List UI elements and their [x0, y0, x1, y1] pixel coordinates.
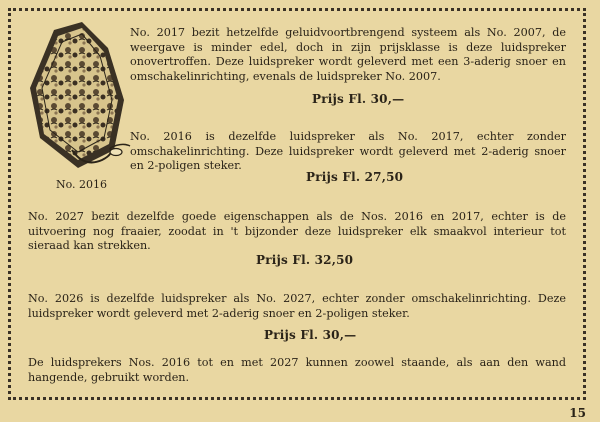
closing-paragraph: De luidsprekers Nos. 2016 tot en met 2027 kunnen zoowel staande, als aan den wand hangende, gebruikt worden.: [28, 356, 566, 384]
paragraph-no-2016: No. 2016 is dezelfde luidspreker als No. 2017, echter zonder omschakelinrichting. Deze luidspreker wordt geleverd met 2-aderig snoer en 2-poligen steker.: [130, 130, 566, 173]
paragraph-no-2027: No. 2027 bezit dezelfde goede eigenschappen als de Nos. 2016 en 2017, echter is de uitvoering nog fraaier, zoodat in 't bijzonder deze luidspreker elk smaakvol interieur tot sieraad kan strekken.: [28, 210, 566, 253]
image-caption: No. 2016: [56, 178, 108, 191]
price-no-2016: Prijs Fl. 27,50: [306, 170, 404, 184]
loudspeaker-illustration: [22, 18, 132, 168]
price-no-2027: Prijs Fl. 32,50: [256, 253, 354, 267]
page-number: 15: [569, 406, 586, 420]
paragraph-no-2017: No. 2017 bezit hetzelfde geluidvoortbrengend systeem als No. 2007, de weergave is minder edel, doch in zijn prijsklasse is deze luidspreker onovertroffen. Deze luidspreker wordt geleverd met een 3-aderig snoer en omschakelinrichting, evenals de luidspreker No. 2007.: [130, 26, 566, 83]
price-no-2026: Prijs Fl. 30,—: [264, 328, 357, 342]
price-no-2017: Prijs Fl. 30,—: [312, 92, 405, 106]
paragraph-no-2026: No. 2026 is dezelfde luidspreker als No. 2027, echter zonder omschakelinrichting. Deze luidspreker wordt geleverd met 2-aderig snoer en 2-poligen steker.: [28, 292, 566, 320]
